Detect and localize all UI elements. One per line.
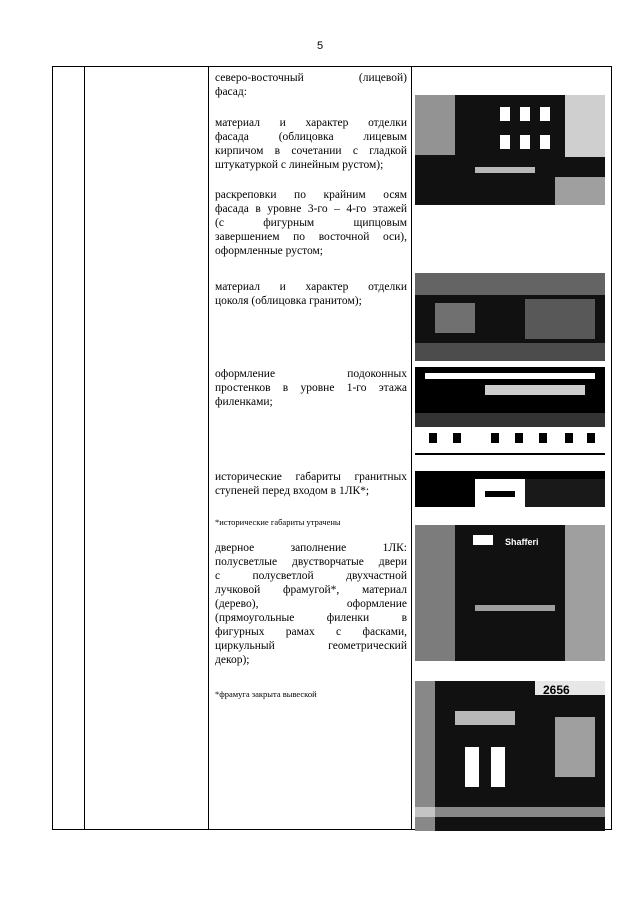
sign-label: Shafferi <box>505 537 539 547</box>
description-paragraph: исторические габариты гранитных ступеней перед входом в 1ЛК*; <box>215 471 407 497</box>
windows-photo <box>415 367 605 459</box>
description-paragraph: северо-восточный (лицевой) фасад: <box>215 72 407 98</box>
description-paragraph: материал и характер отделки цоколя (облицовка гранитом); <box>215 281 407 307</box>
plinth-photo <box>415 273 605 361</box>
description-paragraph: дверное заполнение 1ЛК: полусветлые двустворчатые двери с полусветлой двухчастной лучковой фрамугой*, материал (дерево), оформление (прямоугольные филенки в фигурных рамах с фасками, циркульный геометрический декор); <box>215 542 407 666</box>
description-paragraph: раскреповки по крайним осям фасада в уровне 3-го – 4-го этажей (с фигурным щипцовым завершением по восточной оси), оформленные рустом; <box>215 189 407 257</box>
column-divider <box>411 67 412 829</box>
footnote: *фрамуга закрыта вывеской <box>215 689 317 699</box>
page-number: 5 <box>316 40 324 52</box>
footnote: *исторические габариты утрачены <box>215 517 341 527</box>
column-divider <box>84 67 85 829</box>
data-table <box>52 66 612 830</box>
house-number-label: 2656 <box>543 683 570 697</box>
description-paragraph: материал и характер отделки фасада (облицовка лицевым кирпичом в сочетании с гладкой штукатуркой с линейным рустом); <box>215 117 407 171</box>
description-paragraph: оформление подоконных простенков в уровне 1-го этажа филенками; <box>215 368 407 408</box>
column-divider <box>208 67 209 829</box>
door-photo <box>415 667 605 831</box>
steps-photo <box>415 471 605 507</box>
facade-photo <box>415 67 605 205</box>
door-sign-photo <box>415 515 605 661</box>
